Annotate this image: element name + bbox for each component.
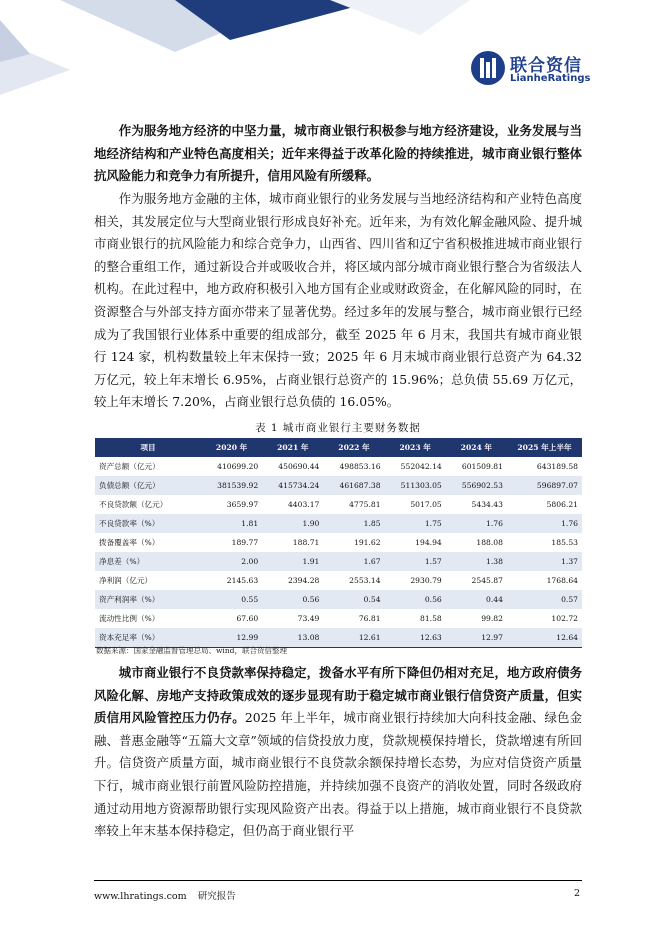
paragraph-1-bold: 作为服务地方经济的中坚力量，城市商业银行积极参与地方经济建设，业务发展与当地经济结构和产业特色高度相关；近年来得益于改革化险的持续推进，城市商业银行整体抗风险能力和竞争力有所提升，信用风险有所缓释。 xyxy=(94,123,582,184)
table-cell: 资产总额（亿元） xyxy=(99,462,160,471)
table-cell: 1.37 xyxy=(507,552,582,571)
footer-website-link[interactable]: www.lhratings.com xyxy=(94,891,187,902)
table-header-cell: 2023 年 xyxy=(385,438,446,457)
table-cell: 4403.17 xyxy=(287,500,320,509)
table-row xyxy=(95,457,582,476)
table-cell: 67.60 xyxy=(236,614,259,623)
table-header-cell: 2020 年 xyxy=(201,438,262,457)
table-cell: 188.08 xyxy=(476,538,503,547)
table-cell: 1.81 xyxy=(201,514,262,533)
table-row xyxy=(95,495,582,514)
table-cell: 450690.44 xyxy=(278,462,320,471)
table-cell: 0.44 xyxy=(446,590,507,609)
page-number: 2 xyxy=(574,888,581,899)
lianhe-logo-icon xyxy=(470,50,506,86)
brand-logo xyxy=(470,50,620,90)
table-row xyxy=(95,476,582,495)
table-cell: 1.76 xyxy=(446,514,507,533)
table-cell: 2930.79 xyxy=(410,576,442,585)
table-cell: 191.62 xyxy=(353,538,381,547)
table-cell: 2545.87 xyxy=(471,576,503,585)
table-cell: 1.75 xyxy=(385,514,446,533)
table-header-cell: 2025 年上半年 xyxy=(507,438,582,457)
table-cell: 188.71 xyxy=(292,538,320,547)
footer-divider xyxy=(94,880,582,881)
table-cell: 0.55 xyxy=(201,590,262,609)
table-cell: 102.72 xyxy=(551,614,578,623)
table-header-cell: 2024 年 xyxy=(446,438,507,457)
table-cell: 76.81 xyxy=(358,614,381,623)
table-cell: 2394.28 xyxy=(287,576,320,585)
table-cell: 498853.16 xyxy=(339,462,381,471)
table-cell: 3659.97 xyxy=(226,500,259,509)
table-cell: 2145.63 xyxy=(226,576,259,585)
footer-doc-type: 研究报告 xyxy=(197,891,236,902)
table-cell: 不良贷款额（亿元） xyxy=(99,500,168,509)
table-cell: 拨备覆盖率（%） xyxy=(99,538,160,547)
table-cell: 194.94 xyxy=(415,538,442,547)
table-cell: 5017.05 xyxy=(410,500,442,509)
table-row xyxy=(95,590,582,609)
table-header-cell: 2021 年 xyxy=(262,438,323,457)
footer-left xyxy=(94,888,236,902)
paragraph-1 xyxy=(94,120,582,188)
table-cell: 0.56 xyxy=(262,590,323,609)
table-cell: 381539.92 xyxy=(201,476,262,495)
table-source-note: 数据来源：国家金融监督管理总局、wind，联合资信整理 xyxy=(96,646,287,655)
paragraph-3 xyxy=(94,662,582,843)
paragraph-2: 作为服务地方金融的主体，城市商业银行的业务发展与当地经济结构和产业特色高度相关，其发展定位与大型商业银行形成良好补充。近年来，为有效化解金融风险、提升城市商业银行的抗风险能力和综合竞争力，山西省、四川省和辽宁省积极推进城市商业银行的整合重组工作，通过新设合并或吸收合并，将区域内部分城市商业银行整合为省级法人机构。在此过程中，地方政府积极引入地方国有企业或财政资金，在化解风险的同时，在资源整合与外部支持方面亦带来了显著优势。经过多年的发展与整合，城市商业银行已经成为了我国银行业体系中重要的组成部分，截至 2025 年 6 月末，我国共有城市商业银行 124 家，机构数量较上年末保持一致；2025 年 6 月末城市商业银行总资产为 64.32 万亿元，较上年末增长 6.95%，占商业银行总资产的 15.96%；总负债 55.69 万亿元，较上年末增长 7.20%，占商业银行总负债的 16.05%。 xyxy=(94,191,582,410)
table-cell: 410699.20 xyxy=(217,462,259,471)
table-cell: 0.56 xyxy=(385,590,446,609)
table-cell: 596897.07 xyxy=(507,476,582,495)
table-cell: 0.57 xyxy=(507,590,582,609)
table-cell: 净利润（亿元） xyxy=(99,576,153,585)
table-cell: 189.77 xyxy=(231,538,259,547)
table-cell: 12.97 xyxy=(446,628,507,648)
table-cell: 4775.81 xyxy=(349,500,381,509)
table-cell: 负债总额（亿元） xyxy=(95,476,201,495)
table-cell: 不良贷款率（%） xyxy=(95,514,201,533)
brand-name-en: LianheRatings xyxy=(510,73,591,84)
table-cell: 2553.14 xyxy=(349,576,381,585)
table-cell: 81.58 xyxy=(420,614,442,623)
table-cell: 12.99 xyxy=(201,628,262,648)
table-header-cell: 项目 xyxy=(95,438,201,457)
table-row xyxy=(95,533,582,552)
table-row xyxy=(95,571,582,590)
table-cell: 511303.05 xyxy=(385,476,446,495)
table-cell: 643189.58 xyxy=(536,462,578,471)
table-row xyxy=(95,552,582,571)
table-cell: 73.49 xyxy=(297,614,320,623)
table-cell: 1.90 xyxy=(262,514,323,533)
paragraph-3-bold: 城市商业银行不良贷款率保持稳定，拨备水平有所下降但仍相对充足，地方政府债务风险化解、房地产支持政策成效的逐步显现有助于稳定城市商业银行信贷资产质量，但实质信用风险管控压力仍存。 xyxy=(94,665,582,726)
table-cell: 13.08 xyxy=(262,628,323,648)
table-cell: 0.54 xyxy=(323,590,384,609)
table-cell: 556902.53 xyxy=(446,476,507,495)
table-header-row xyxy=(95,438,582,457)
table-cell: 601509.81 xyxy=(461,462,503,471)
table-cell: 1.91 xyxy=(262,552,323,571)
table-cell: 461687.38 xyxy=(323,476,384,495)
table-cell: 1.38 xyxy=(446,552,507,571)
table-row xyxy=(95,514,582,533)
brand-name-cn: 联合资信 xyxy=(510,56,582,76)
table-cell: 185.53 xyxy=(551,538,578,547)
table-caption: 表 1 城市商业银行主要财务数据 xyxy=(255,422,421,434)
table-cell: 2.00 xyxy=(201,552,262,571)
table-cell: 1.85 xyxy=(323,514,384,533)
table-cell: 12.61 xyxy=(323,628,384,648)
table-cell: 12.64 xyxy=(507,628,582,648)
table-cell: 5434.43 xyxy=(471,500,503,509)
table-cell: 1.57 xyxy=(385,552,446,571)
table-cell: 415734.24 xyxy=(262,476,323,495)
table-cell: 552042.14 xyxy=(400,462,442,471)
table-cell: 资本充足率（%） xyxy=(95,628,201,648)
table-cell: 12.63 xyxy=(385,628,446,648)
table-row xyxy=(95,609,582,628)
table-cell: 净息差（%） xyxy=(95,552,201,571)
paragraph-3-body: 2025 年上半年，城市商业银行持续加大向科技金融、绿色金融、普惠金融等“五篇大文章”领域的信贷投放力度，贷款规模保持增长，贷款增速有所回升。信贷资产质量方面，城市商业银行不良贷款余额保持增长态势，为应对信贷资产质量下行，城市商业银行前置风险防控措施，并持续加强不良资产的消收处置，同时各级政府通过动用地方资源帮助银行实现风险资产出表。得益于以上措施，城市商业银行不良贷款率较上年末基本保持稳定，但仍高于商业银行平 xyxy=(94,710,582,839)
table-cell: 5806.21 xyxy=(546,500,578,509)
table-cell: 1768.64 xyxy=(546,576,578,585)
financial-data-table xyxy=(95,438,582,648)
table-header-cell: 2022 年 xyxy=(323,438,384,457)
table-cell: 99.82 xyxy=(481,614,503,623)
table-cell: 流动性比例（%） xyxy=(99,614,160,623)
table-cell: 1.67 xyxy=(323,552,384,571)
table-cell: 1.76 xyxy=(507,514,582,533)
table-cell: 资产利润率（%） xyxy=(95,590,201,609)
